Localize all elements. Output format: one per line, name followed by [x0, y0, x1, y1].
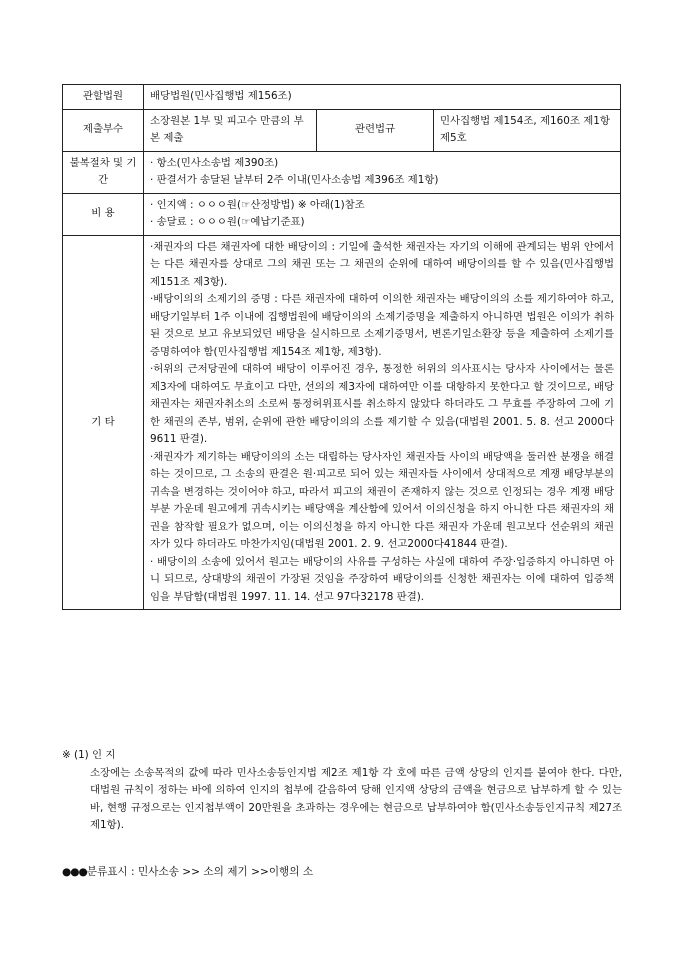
court-label: 관할법원: [63, 85, 144, 110]
classification-line: [62, 864, 313, 879]
court-value: 배당법원(민사집행법 제156조): [144, 85, 621, 110]
cost-label: 비 용: [63, 193, 144, 235]
etc-item: ·배당이의의 소제기의 증명 : 다른 채권자에 대하여 이의한 채권자는 배당이의의 소를 제기하여야 하고, 배당기일부터 1주 이내에 집행법원에 배당이의의 소제기증명을 제출하지 아니하면 법원은 이의가 취하된 것으로 보고 유보되었던 배당을 실시하므로 소제기증명서, 변론기일소환장 등을 제출하여 소제기를 증명하여야 함(민사집행법 제154조 제1항, 제3항).: [150, 293, 614, 358]
etc-item: ·허위의 근저당권에 대하여 배당이 이루어진 경우, 통정한 허위의 의사표시는 당사자 사이에서는 물론 제3자에 대하여도 무효이고 다만, 선의의 제3자에 대하여만 이를 대항하지 못한다고 할 것이므로, 배당채권자는 채권자취소의 소로써 통정허위표시를 취소하지 않았다 하더라도 그 무효를 주장하여 그에 기한 채권의 존부, 범위, 순위에 관한 배당이의의 소를 제기할 수 있음(대법원 2001. 5. 8. 선고 2000다9611 판결).: [150, 363, 614, 445]
submit-label: 제출부수: [63, 109, 144, 151]
bullet-dots: ●●●: [62, 866, 87, 878]
etc-item: · 배당이의 소송에 있어서 원고는 배당이의 사유를 구성하는 사실에 대하여 주장·입증하지 아니하면 아니 되므로, 상대방의 채권이 가장된 것임을 주장하여 배당이의를 신청한 채권자는 이에 대하여 입증책임을 부담함(대법원 1997. 11. 14. 선고 97다32178 판결).: [150, 555, 614, 603]
appeal-item: · 판결서가 송달된 날부터 2주 이내(민사소송법 제396조 제1항): [150, 174, 439, 186]
appeal-label: 불복절차 및 기간: [63, 151, 144, 193]
stamp-footnote: [62, 747, 622, 835]
submit-value: 소장원본 1부 및 피고수 만큼의 부본 제출: [144, 109, 317, 151]
cost-item-delivery: · 송달료 : ㅇㅇㅇ원(☞예납기준표): [150, 216, 305, 228]
table-row: [63, 109, 621, 151]
etc-label: 기 타: [63, 235, 144, 610]
classification-text: 분류표시 : 민사소송 >> 소의 제기 >>이행의 소: [86, 866, 314, 878]
related-law-value: 민사집행법 제154조, 제160조 제1항 제5호: [434, 109, 621, 151]
cost-value: [144, 193, 621, 235]
table-row: [63, 193, 621, 235]
table-row: [63, 85, 621, 110]
etc-item: ·채권자가 제기하는 배당이의의 소는 대립하는 당사자인 채권자들 사이의 배당액을 둘러싼 분쟁을 해결하는 것이므로, 그 소송의 판결은 원·피고로 되어 있는 채권자들 사이에서 상대적으로 계쟁 배당부분의 귀속을 변경하는 것이어야 하고, 따라서 피고의 채권이 존재하지 않는 것으로 인정되는 경우 계쟁 배당부분 가운데 원고에게 귀속시키는 배당액을 계산함에 있어서 이의신청을 하지 아니한 다른 채권자의 채권을 참작할 필요가 없으며, 이는 이의신청을 하지 아니한 다른 채권자 가운데 원고보다 선순위의 채권자가 있다 하더라도 마찬가지임(대법원 2001. 2. 9. 선고2000다41844 판결).: [150, 450, 614, 550]
table-row: [63, 151, 621, 193]
etc-value: [144, 235, 621, 610]
table-row: [63, 235, 621, 610]
case-info-table: [62, 84, 621, 610]
related-law-label: 관련법규: [317, 109, 434, 151]
etc-item: ·채권자의 다른 채권자에 대한 배당이의 : 기일에 출석한 채권자는 자기의 이해에 관계되는 범위 안에서는 다른 채권자를 상대로 그의 채권 또는 그 채권의 순위에 대하여 배당이의를 할 수 있음(민사집행법 제151조 제3항).: [150, 240, 614, 288]
appeal-value: [144, 151, 621, 193]
footnote-body: 소장에는 소송목적의 값에 따라 민사소송등인지법 제2조 제1항 각 호에 따른 금액 상당의 인지를 붙여야 한다. 다만, 대법원 규칙이 정하는 바에 의하여 인지의 첩부에 갈음하여 당해 인지액 상당의 금액을 현금으로 납부하게 할 수 있는바, 현행 규정으로는 인지첩부액이 20만원을 초과하는 경우에는 현금으로 납부하여야 함(민사소송등인지규칙 제27조 제1항).: [90, 766, 622, 831]
footnote-title: ※ (1) 인 지: [62, 749, 116, 761]
cost-item-stamp: · 인지액 : ㅇㅇㅇ원(☞산정방법) ※ 아래(1)참조: [150, 198, 365, 211]
appeal-item: · 항소(민사소송법 제390조): [150, 156, 279, 169]
